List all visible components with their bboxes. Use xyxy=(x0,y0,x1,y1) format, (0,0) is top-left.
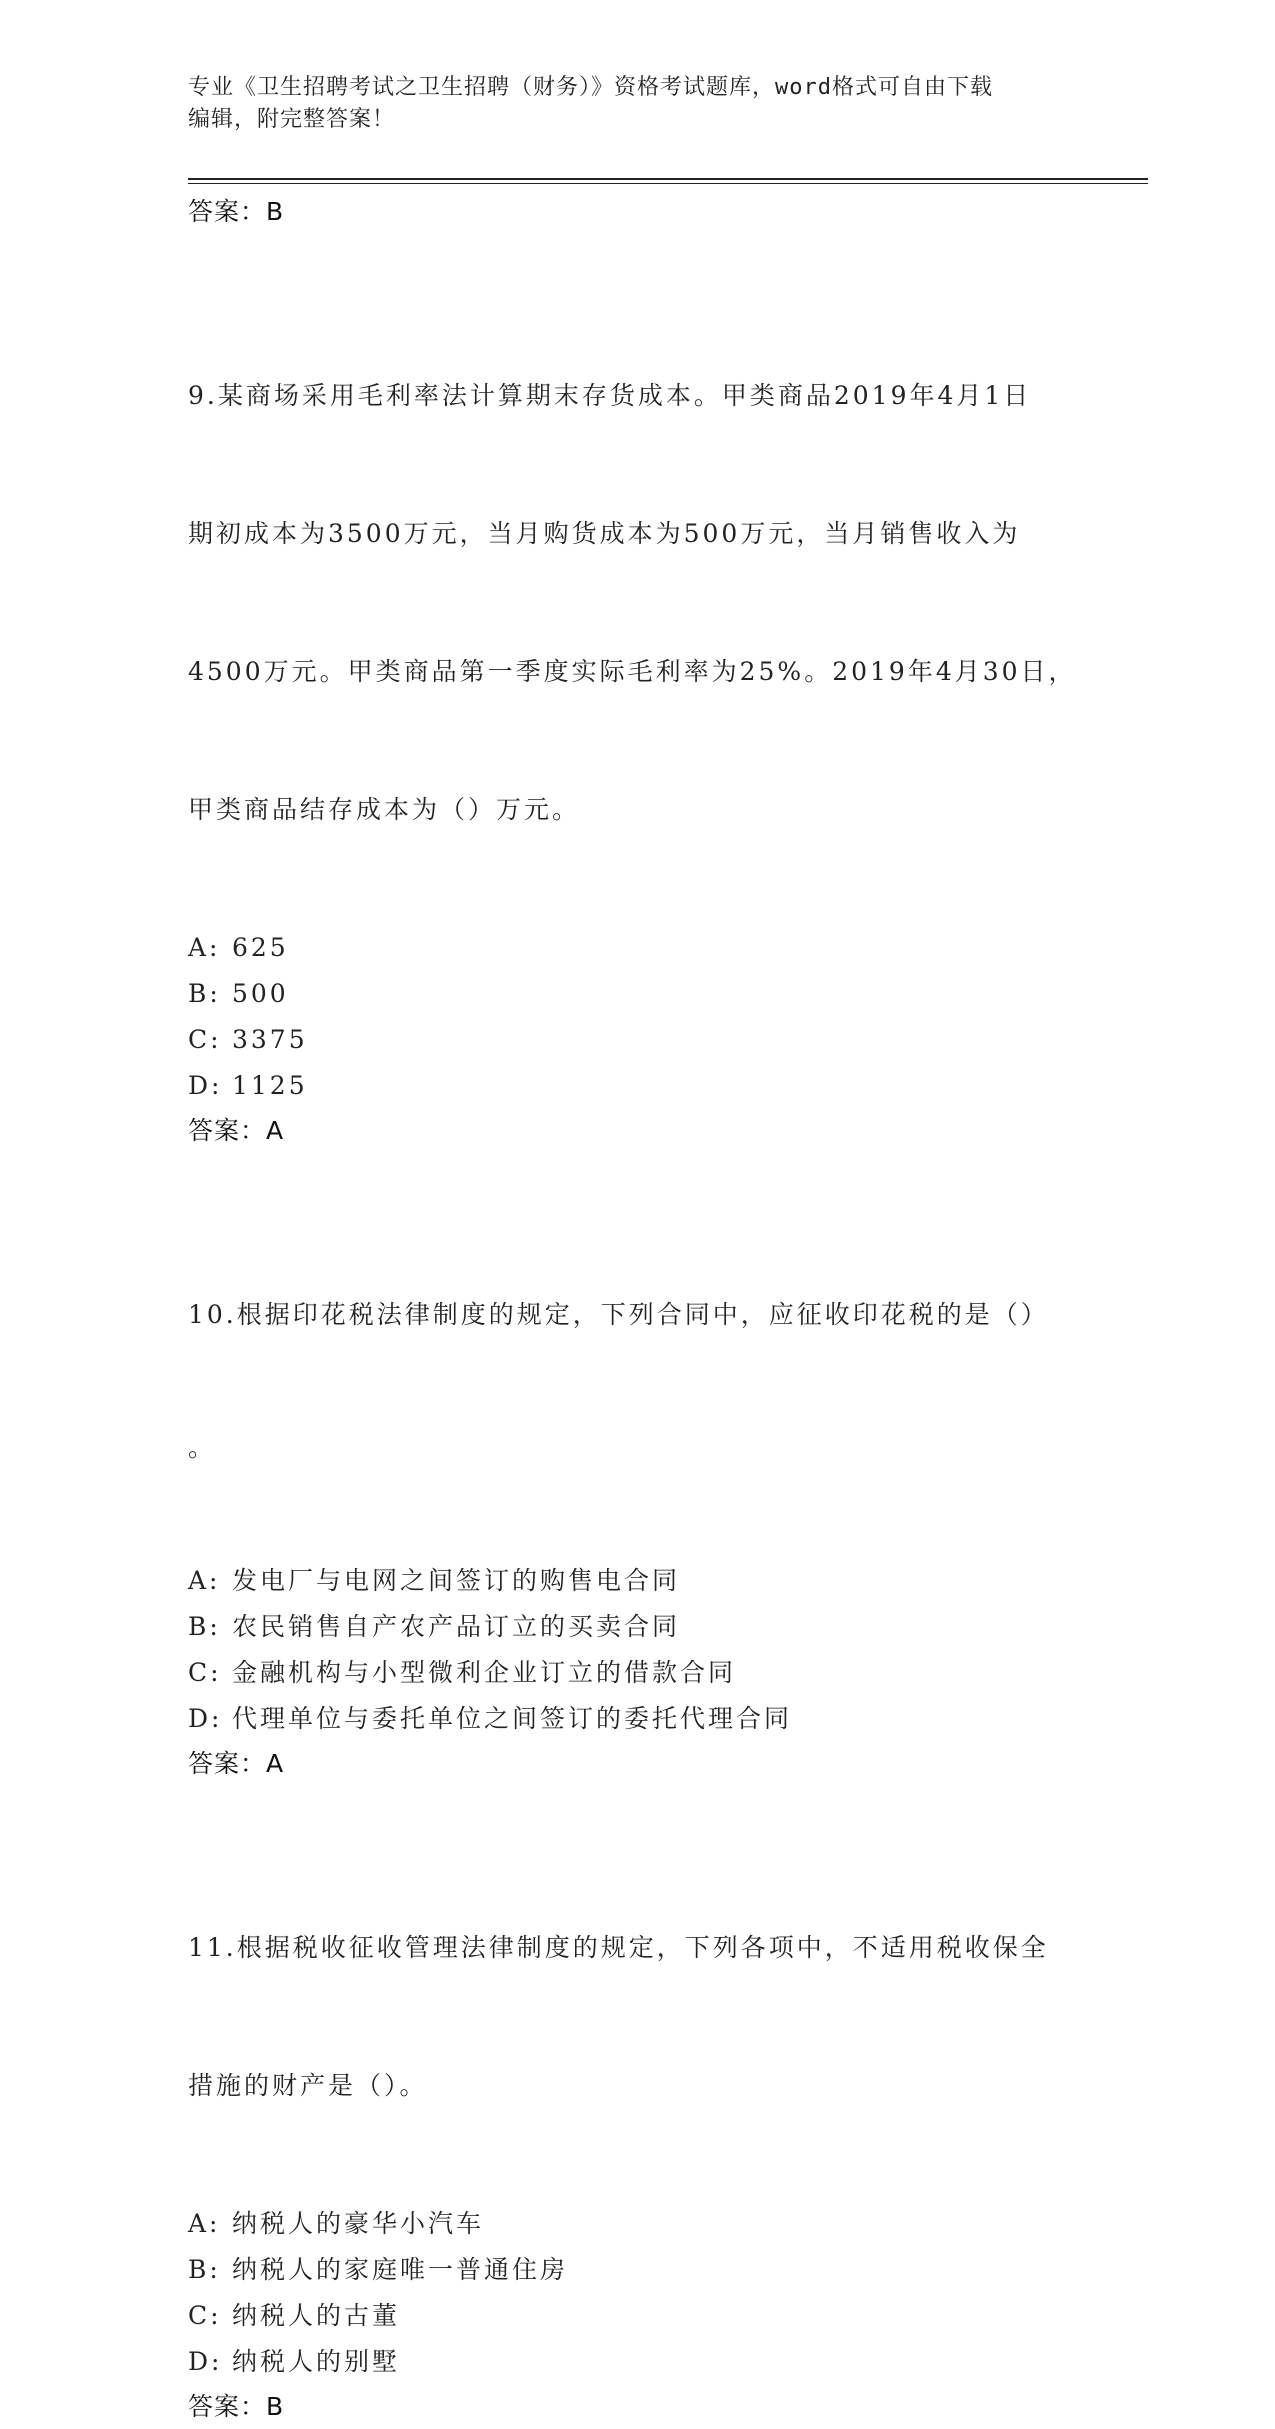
question-text xyxy=(188,281,1088,925)
header-line-2: 编辑，附完整答案！ xyxy=(188,107,396,132)
option-d: D: 1125 xyxy=(188,1071,308,1100)
answer-line: 答案：A xyxy=(188,1116,285,1145)
option-d: D: 纳税人的别墅 xyxy=(188,2347,401,2376)
question-line: 11.根据税收征收管理法律制度的规定，下列各项中，不适用税收保全 xyxy=(188,1933,1049,1962)
option-a: A: 发电厂与电网之间签订的购售电合同 xyxy=(188,1566,681,1595)
question-line: 4500万元。甲类商品第一季度实际毛利率为25%。2019年4月30日， xyxy=(188,657,1077,686)
question-list xyxy=(188,190,1088,2429)
option-a: A: 纳税人的豪华小汽车 xyxy=(188,2209,485,2238)
question-line: 9.某商场采用毛利率法计算期末存货成本。甲类商品2019年4月1日 xyxy=(188,381,1032,410)
question-line: 10.根据印花税法律制度的规定，下列合同中，应征收印花税的是（） xyxy=(188,1300,1049,1329)
answer-line: 答案：B xyxy=(188,2392,285,2421)
answer-line: 答案：A xyxy=(188,1749,285,1778)
question-text xyxy=(188,1200,1088,1558)
question-line: 期初成本为3500万元，当月购货成本为500万元，当月销售收入为 xyxy=(188,519,1021,548)
document-header xyxy=(188,72,1088,136)
header-line-1: 专业《卫生招聘考试之卫生招聘（财务）》资格考试题库，word格式可自由下载 xyxy=(188,75,993,100)
question-block xyxy=(188,1833,1088,2429)
option-c: C: 纳税人的古董 xyxy=(188,2301,401,2330)
question-block xyxy=(188,281,1088,1153)
header-divider xyxy=(188,178,1148,180)
header-divider-thin xyxy=(188,183,1148,184)
option-c: C: 金融机构与小型微利企业订立的借款合同 xyxy=(188,1658,737,1687)
question-line: 措施的财产是（）。 xyxy=(188,2071,428,2100)
question-block xyxy=(188,1200,1088,1786)
option-a: A: 625 xyxy=(188,933,289,962)
question-line: 甲类商品结存成本为（）万元。 xyxy=(188,795,581,824)
option-b: B: 农民销售自产农产品订立的买卖合同 xyxy=(188,1612,681,1641)
option-d: D: 代理单位与委托单位之间签订的委托代理合同 xyxy=(188,1704,793,1733)
question-line: 。 xyxy=(188,1433,217,1462)
previous-answer: 答案：B xyxy=(188,197,285,226)
option-b: B: 500 xyxy=(188,979,289,1008)
option-c: C: 3375 xyxy=(188,1025,308,1054)
question-text xyxy=(188,1833,1088,2201)
option-b: B: 纳税人的家庭唯一普通住房 xyxy=(188,2255,569,2284)
